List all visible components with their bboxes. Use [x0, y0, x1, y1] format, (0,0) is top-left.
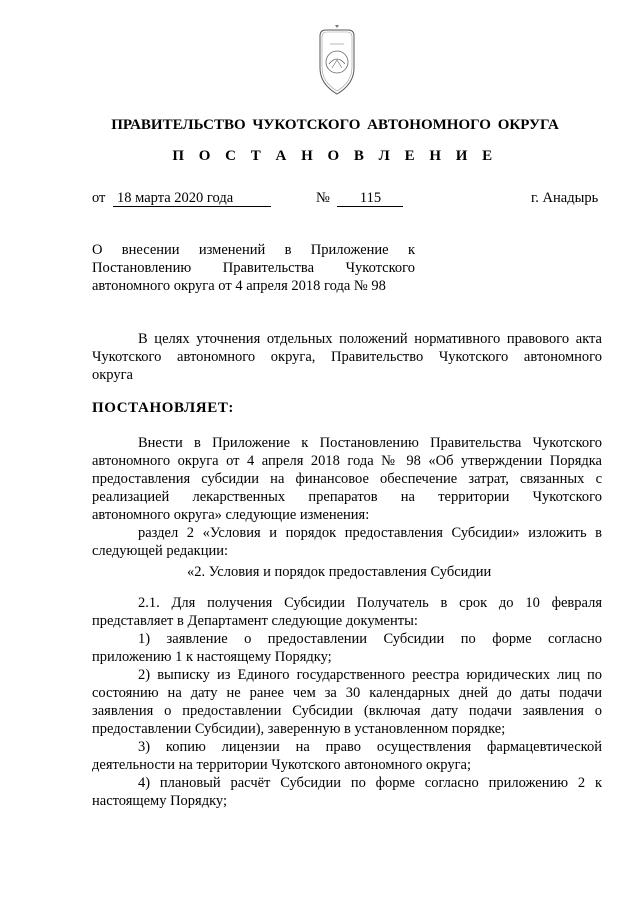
body-line: раздел 2 «Условия и порядок предоставления Субсидии» изложить в — [138, 525, 602, 541]
body-text — [92, 434, 602, 560]
clause-line: приложению 1 к настоящему Порядку; — [92, 649, 332, 665]
clauses — [92, 594, 602, 810]
clause-line: 1) заявление о предоставлении Субсидии по форме согласно — [138, 631, 602, 647]
preamble-line: Чукотского автономного округа, Правительство Чукотского автономного — [92, 349, 602, 365]
body-line: автономного округа от 4 апреля 2018 года № 98 «Об утверждении Порядка — [92, 453, 602, 469]
clause-line: 2) выписку из Единого государственного реестра юридических лиц по — [138, 667, 602, 683]
section-heading: «2. Условия и порядок предоставления Субсидии — [187, 564, 492, 580]
body-line: следующей редакции: — [92, 543, 229, 559]
city: г. Анадырь — [531, 190, 599, 206]
coat-of-arms-icon — [312, 24, 362, 102]
date-label: от — [92, 190, 106, 206]
government-title: ПРАВИТЕЛЬСТВО ЧУКОТСКОГО АВТОНОМНОГО ОКРУГА — [111, 117, 559, 133]
clause-line: предоставлении Субсидии), заверенную в установленном порядке; — [92, 721, 506, 737]
resolve-heading: ПОСТАНОВЛЯЕТ: — [92, 400, 235, 416]
clause-line: представляет в Департамент следующие документы: — [92, 613, 418, 629]
clause-line: настоящему Порядку; — [92, 793, 228, 809]
subject-line: О внесении изменений в Приложение к — [92, 242, 415, 258]
number-label: № — [316, 190, 330, 206]
clause-line: 3) копию лицензии на право осуществления фармацевтической — [138, 739, 602, 755]
document-subject — [92, 241, 415, 295]
preamble — [92, 330, 602, 384]
number-field — [316, 190, 403, 207]
clause-line: состоянию на дату не ранее чем за 30 календарных дней до даты подачи — [92, 685, 602, 701]
body-line: реализацией лекарственных препаратов на территории Чукотского — [92, 489, 602, 505]
document-type-title: П О С Т А Н О В Л Е Н И Е — [172, 148, 498, 164]
number-value: 115 — [337, 191, 403, 207]
clause-line: деятельности на территории Чукотского автономного округа; — [92, 757, 471, 773]
date-field — [92, 190, 271, 207]
body-line: предоставления субсидии на финансовое обеспечение затрат, связанных с — [92, 471, 602, 487]
subject-line: Постановлению Правительства Чукотского — [92, 260, 415, 276]
date-value: 18 марта 2020 года — [113, 191, 271, 207]
preamble-line: В целях уточнения отдельных положений нормативного правового акта — [138, 331, 602, 347]
body-line: автономного округа» следующие изменения: — [92, 507, 370, 523]
body-line: Внести в Приложение к Постановлению Правительства Чукотского — [138, 435, 602, 451]
clause-line: заявления о предоставлении Субсидии (включая дату подачи заявления о — [92, 703, 602, 719]
preamble-line: округа — [92, 367, 133, 383]
clause-line: 2.1. Для получения Субсидии Получатель в срок до 10 февраля — [138, 595, 602, 611]
clause-line: 4) плановый расчёт Субсидии по форме согласно приложению 2 к — [138, 775, 602, 791]
subject-line: автономного округа от 4 апреля 2018 года № 98 — [92, 278, 386, 294]
